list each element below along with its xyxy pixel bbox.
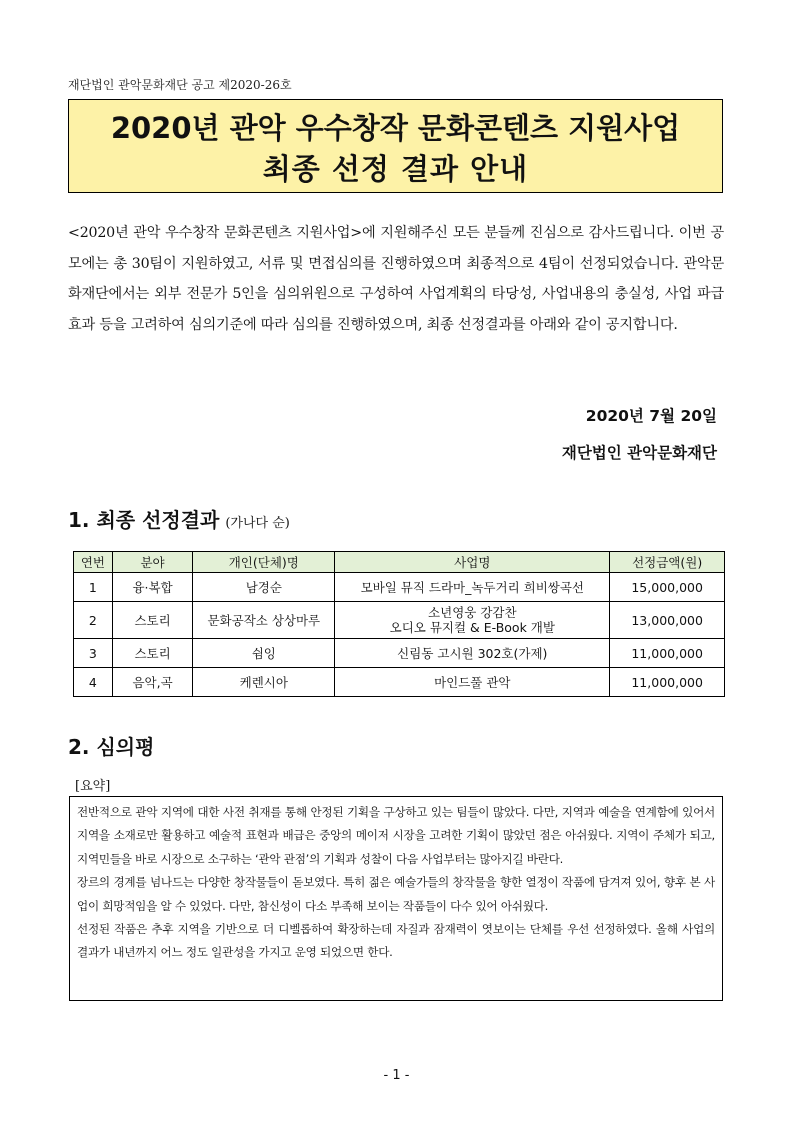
cell-project [335,639,610,668]
cell-project-line1: 소년영웅 강감찬 [428,605,517,620]
cell-project-line2: 오디오 뮤지컬 & E-Book 개발 [389,620,555,635]
section1-sort-note: (가나다 순) [225,516,290,531]
cell-name: 남경순 [193,573,335,602]
cell-name: 쉼잉 [193,639,335,668]
intro-paragraph: <2020년 관악 우수창작 문화콘텐츠 지원사업>에 지원해주신 모든 분들께 진심으로 감사드립니다. 이번 공모에는 총 30팀이 지원하였고, 서류 및 면접심의를 진행하였으며 최종적으로 4팀이 선정되었습니다. 관악문화재단에서는 외부 전문가 5인을 심의위원으로 구성하여 사업계획의 타당성, 사업내용의 충실성, 사업 파급효과 등을 고려하여 심의기준에 따라 심의를 진행하였으며, 최종 선정결과를 아래와 같이 공지합니다. [68,225,724,333]
cell-no: 3 [74,639,113,668]
col-header-no: 연번 [74,552,113,573]
table-row [74,573,725,602]
summary-label: [요약] [75,779,111,794]
cell-amount: 13,000,000 [610,602,725,639]
cell-amount: 11,000,000 [610,639,725,668]
announcement-date: 2020년 7월 20일 [585,407,717,425]
cell-project-line1: 신림동 고시원 302호(가제) [397,645,548,661]
cell-no: 4 [74,668,113,697]
summary-paragraph: 장르의 경계를 넘나드는 다양한 창작물들이 돋보였다. 특히 젊은 예술가들의 창작물을 향한 열정이 작품에 담겨져 있어, 향후 본 사업이 희망적임을 알 수 있었다. 다만, 참신성이 다소 부족해 보이는 작품들이 다수 있어 아쉬웠다. [77,875,715,913]
notice-number: 재단법인 관악문화재단 공고 제2020-26호 [68,78,292,92]
table-row [74,668,725,697]
page-title-line1: 2020년 관악 우수창작 문화콘텐츠 지원사업 [110,111,681,145]
table-row [74,639,725,668]
review-summary-box [69,796,723,1001]
cell-project [335,573,610,602]
cell-amount: 15,000,000 [610,573,725,602]
table-row [74,602,725,639]
cell-project [335,602,610,639]
cell-no: 2 [74,602,113,639]
results-table [73,551,725,697]
summary-paragraph: 전반적으로 관악 지역에 대한 사전 취재를 통해 안정된 기획을 구상하고 있는 팀들이 많았다. 다만, 지역과 예술을 연계함에 있어서 지역을 소재로만 활용하고 예술적 표현과 배급은 중앙의 메이저 시장을 고려한 기획이 많았던 점은 아쉬웠다. 지역이 주체가 되고, 지역민들을 바로 시장으로 소구하는 ‘관악 관점’의 기획과 성찰이 다음 사업부터는 많아지길 바란다. [77,805,715,866]
cell-no: 1 [74,573,113,602]
section1-heading [68,504,290,533]
summary-paragraph: 선정된 작품은 추후 지역을 기반으로 더 디벨롭하여 확장하는데 자질과 잠재력이 엿보이는 단체를 우선 선정하였다. 올해 사업의 결과가 내년까지 어느 정도 일관성을 가지고 운영 되었으면 한다. [77,922,715,960]
col-header-amount: 선정금액(원) [610,552,725,573]
cell-field: 음악,곡 [112,668,193,697]
cell-field: 스토리 [112,602,193,639]
section1-heading-text: 1. 최종 선정결과 [68,508,220,532]
title-box [68,99,723,193]
cell-field: 융·복합 [112,573,193,602]
col-header-name: 개인(단체)명 [193,552,335,573]
col-header-project: 사업명 [335,552,610,573]
cell-project [335,668,610,697]
page-number: - 1 - [383,1068,410,1083]
cell-name: 케렌시아 [193,668,335,697]
organization-name: 재단법인 관악문화재단 [561,444,717,462]
cell-field: 스토리 [112,639,193,668]
cell-project-line1: 모바일 뮤직 드라마_녹두거리 희비쌍곡선 [360,579,585,595]
section2-heading: 2. 심의평 [68,735,155,759]
cell-amount: 11,000,000 [610,668,725,697]
col-header-field: 분야 [112,552,193,573]
cell-name: 문화공작소 상상마루 [193,602,335,639]
table-header-row [74,552,725,573]
page-title-line2: 최종 선정 결과 안내 [262,152,529,186]
cell-project-line1: 마인드풀 관악 [434,674,511,690]
